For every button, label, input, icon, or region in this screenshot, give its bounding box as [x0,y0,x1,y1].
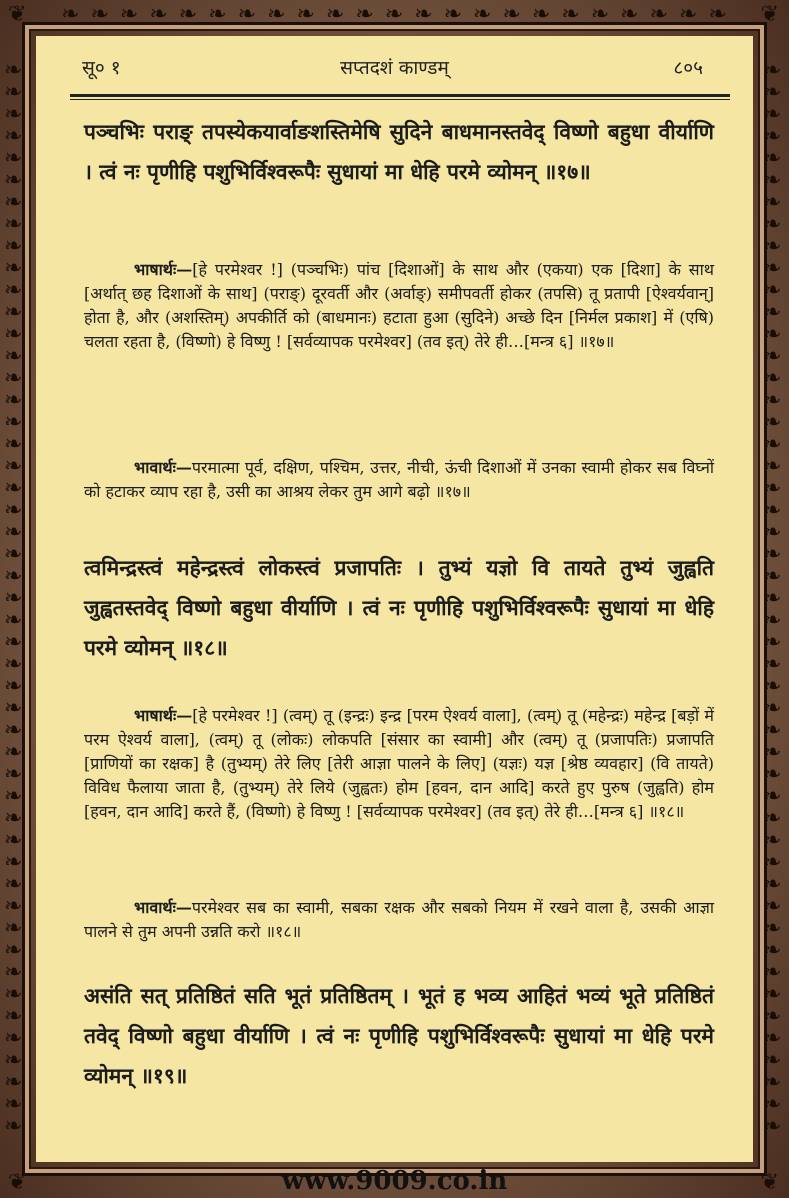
bhashya-18 [84,704,714,824]
verse-17: पञ्चभिः पराङ् तपस्येकयार्वाङशस्तिमेषि सुदिने बाधमानस्तवेद् विष्णो बहुधा वीर्याणि । त्वं नः पृणीहि पशुभिर्विश्वरूपैः सुधायां मा धेहि परमे व्योमन् ॥१७॥ [84,119,714,184]
bhashya-17 [84,258,714,354]
bhavartha-text: परमेश्वर सब का स्वामी, सबका रक्षक और सबको नियम में रखने वाला है, उसकी आज्ञा पालने से तुम अपनी उन्नति करो ॥१८॥ [84,898,714,941]
verse-18: त्वमिन्द्रस्त्वं महेन्द्रस्त्वं लोकस्त्वं प्रजापतिः । तुभ्यं यज्ञो वि तायते तुभ्यं जुह्वति जुह्वतस्तवेद् विष्णो बहुधा वीर्याणि । त्वं नः पृणीहि पशुभिर्विश्वरूपैः सुधायां मा धेहि परमे व्योमन् ॥१८॥ [84,555,714,660]
corner-ornament-icon: ❦ [760,1170,781,1195]
left-scroll-ornament-icon: ❧❧❧❧❧❧❧❧❧❧❧❧❧❧❧❧❧❧❧❧❧❧❧❧❧❧❧❧❧❧❧❧❧❧❧❧❧❧❧❧❧❧❧❧❧❧❧❧❧ [4,60,25,1139]
bhavartha-18 [84,896,714,944]
bhavartha-text: परमात्मा पूर्व, दक्षिण, पश्चिम, उत्तर, नीची, ऊंची दिशाओं में उनका स्वामी होकर सब विघ्नों को हटाकर व्याप रहा है, उसी का आश्रय लेकर तुम आगे बढ़ो ॥१७॥ [84,458,714,501]
page-header [36,54,753,82]
bhashya-text: [हे परमेश्वर !] (त्वम्) तू (इन्द्रः) इन्द्र [परम ऐश्वर्य वाला], (त्वम्) तू (महेन्द्रः) महेन्द्र [बड़ों में परम ऐश्वर्य वाला], (त्वम्) तू (लोकः) लोकपति [संसार का स्वामी] और (त्वम्) तू (प्रजापतिः) प्रजापति [प्राणियों का रक्षक] है (तुभ्यम्) तेरे लिए [तेरी आज्ञा पालने के लिए] (यज्ञः) यज्ञ [श्रेष्ठ व्यवहार] (वि तायते) विविध फैलाया जाता है, (तुभ्यम्) तेरे लिये (जुह्वतः) होम [हवन, दान आदि] करते हुए पुरुष (जुह्वति) होम [हवन, दान आदि] करते हैं, (विष्णो) हे विष्णु ! [सर्वव्यापक परमेश्वर] (तव इत्) तेरे ही…[मन्त्र ६] ॥१८॥ [84,706,714,821]
header-rule [70,94,730,97]
bhashya-text: [हे परमेश्वर !] (पञ्चभिः) पांच [दिशाओं] के साथ और (एकया) एक [दिशा] के साथ [अर्थात् छह दिशाओं के साथ] (पराङ्) दूरवर्ती और (अर्वाङ्) समीपवर्ती होकर (तपसि) तू प्रतापी [ऐश्वर्यवान्] होता है, और (अशस्तिम्) अपकीर्ति को (बाधमानः) हटाता हुआ (सुदिने) अच्छे दिन [निर्मल प्रकाश] में (एषि) चलता रहता है, (विष्णो) हे विष्णु ! [सर्वव्यापक परमेश्वर] (तव इत्) तेरे ही…[मन्त्र ६] ॥१७॥ [84,260,714,351]
corner-ornament-icon: ❦ [8,2,29,27]
corner-ornament-icon: ❦ [8,1170,29,1195]
bhashya-label: भाषार्थः— [134,260,193,279]
bhavartha-label: भावार्थः— [134,898,192,917]
watermark: www.9009.co.in [281,1166,508,1196]
bhavartha-17 [84,456,714,504]
right-scroll-ornament-icon: ❧❧❧❧❧❧❧❧❧❧❧❧❧❧❧❧❧❧❧❧❧❧❧❧❧❧❧❧❧❧❧❧❧❧❧❧❧❧❧❧❧❧❧❧❧❧❧❧❧ [763,60,784,1139]
top-scroll-ornament-icon: ❧ ❧ ❧ ❧ ❧ ❧ ❧ ❧ ❧ ❧ ❧ ❧ ❧ ❧ ❧ ❧ ❧ ❧ ❧ ❧ ❧ ❧ ❧ [61,4,729,26]
page-number: ८०५ [673,57,703,79]
verse-19: असंति सत् प्रतिष्ठितं सति भूतं प्रतिष्ठितम् । भूतं ह भव्य आहितं भव्यं भूते प्रतिष्ठितं तवेद् विष्णो बहुधा वीर्याणि । त्वं नः पृणीहि पशुभिर्विश्वरूपैः सुधायां मा धेहि परमे व्योमन् ॥१९॥ [84,983,714,1088]
bhashya-label: भाषार्थः— [134,706,193,725]
chapter-title: सप्तदशं काण्डम् [340,57,449,79]
sukta-number: सू० १ [82,57,121,79]
book-page [36,36,753,1162]
corner-ornament-icon: ❦ [760,2,781,27]
bhavartha-label: भावार्थः— [134,458,192,477]
